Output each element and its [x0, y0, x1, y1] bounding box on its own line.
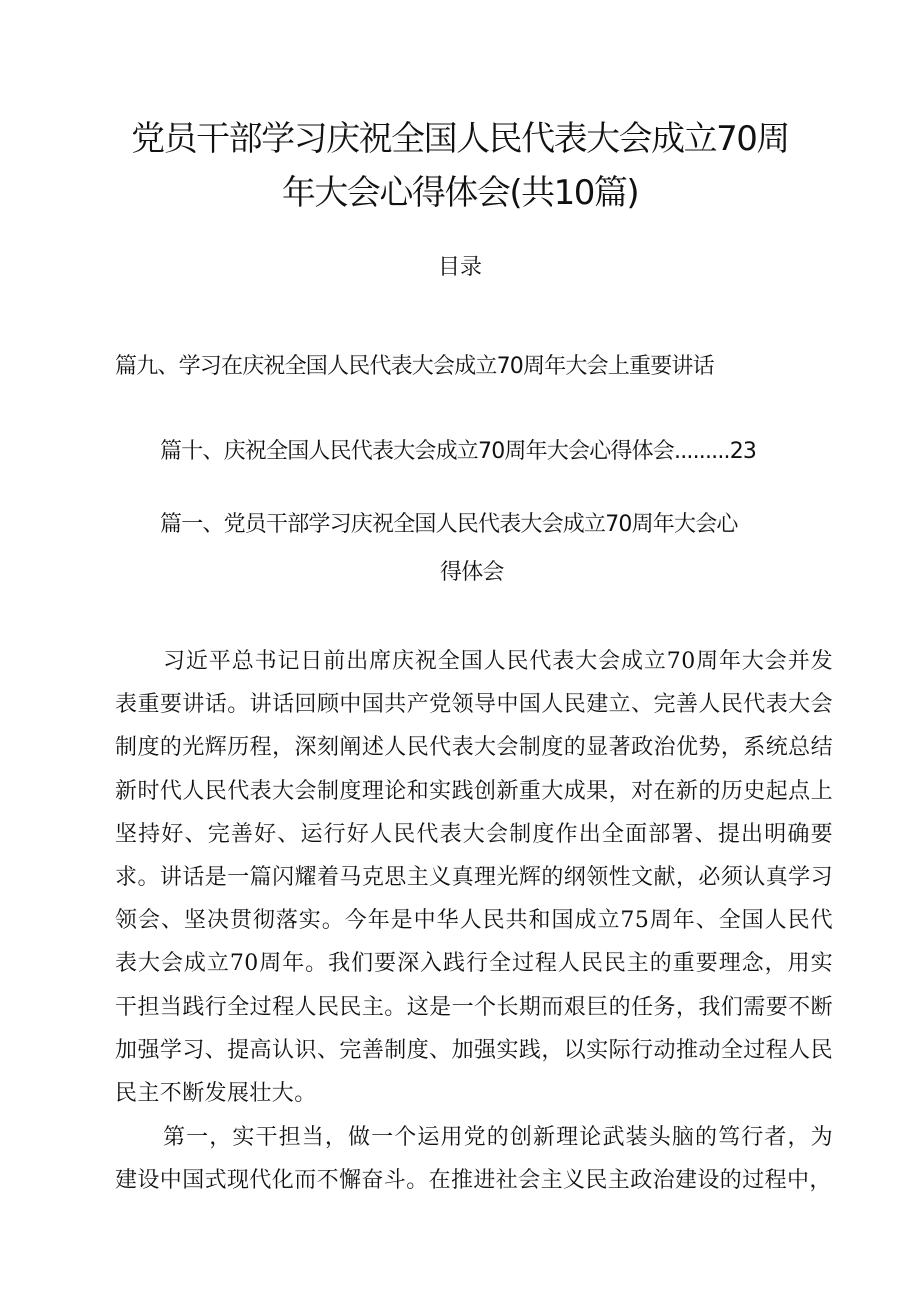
toc-item[interactable]: 篇十、庆祝全国人民代表大会成立70周年大会心得体会.........23: [160, 439, 757, 464]
section-heading-line-2: 得体会: [440, 560, 504, 585]
document-title-line-1: 党员干部学习庆祝全国人民代表大会成立70周: [131, 119, 789, 159]
body-paragraph: 习近平总书记日前出席庆祝全国人民代表大会成立70周年大会并发表重要讲话。讲话回顾中国共产党领导中国人民建立、完善人民代表大会制度的光辉历程，深刻阐述人民代表大会制度的显著政治优势，系统总结新时代人民代表大会制度理论和实践创新重大成果，对在新的历史起点上坚持好、完善好、运行好人民代表大会制度作出全面部署、提出明确要求。讲话是一篇闪耀着马克思主义真理光辉的纲领性文献，必须认真学习领会、坚决贯彻落实。今年是中华人民共和国成立75周年、全国人民代表大会成立70周年。我们要深入践行全过程人民民主的重要理念，用实干担当践行全过程人民民主。这是一个长期而艰巨的任务，我们需要不断加强学习、提高认识、完善制度、加强实践，以实际行动推动全过程人民民主不断发展壮大。: [115, 649, 833, 1107]
toc-item[interactable]: 篇九、学习在庆祝全国人民代表大会成立70周年大会上重要讲话: [115, 354, 714, 379]
body-paragraph: 第一，实干担当，做一个运用党的创新理论武装头脑的笃行者，为建设中国式现代化而不懈奋斗。在推进社会主义民主政治建设的过程中，: [115, 1125, 833, 1194]
section-heading-line-1: 篇一、党员干部学习庆祝全国人民代表大会成立70周年大会心: [160, 512, 738, 537]
document-title-line-2: 年大会心得体会(共10篇): [281, 173, 639, 213]
toc-heading: 目录: [437, 255, 482, 280]
